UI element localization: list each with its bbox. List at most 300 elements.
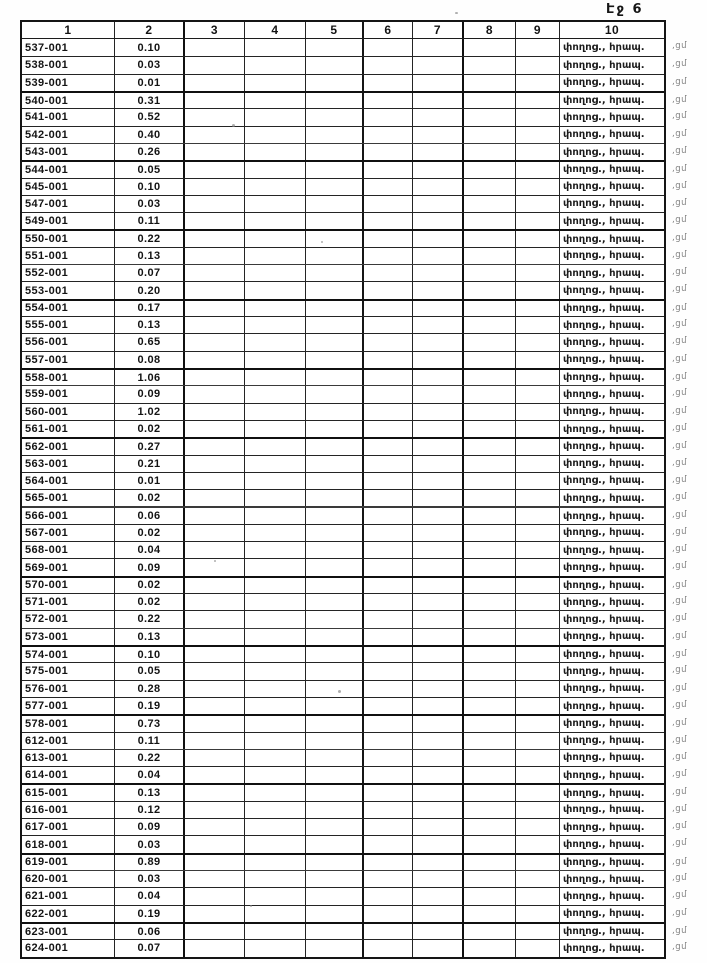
empty-cell-7 bbox=[412, 301, 462, 316]
usage-cell: փողոց., հրապ. bbox=[559, 473, 664, 489]
margin-note: ,ցմ bbox=[672, 803, 687, 814]
parcel-id-cell: 539-001 bbox=[25, 76, 69, 89]
empty-cell-3 bbox=[183, 819, 244, 835]
empty-cell-8 bbox=[462, 301, 515, 316]
empty-cell-9 bbox=[515, 940, 559, 956]
margin-note: ,ցմ bbox=[672, 769, 687, 780]
empty-cell-7 bbox=[412, 456, 462, 472]
area-value-cell: 0.03 bbox=[114, 196, 183, 212]
parcel-id-cell: 540-001 bbox=[25, 94, 69, 107]
empty-cell-9 bbox=[515, 906, 559, 922]
empty-cell-4 bbox=[244, 906, 305, 922]
table-row bbox=[22, 801, 687, 818]
empty-cell-5 bbox=[305, 578, 362, 593]
parcel-id-cell: 554-001 bbox=[25, 302, 69, 315]
empty-cell-7 bbox=[412, 542, 462, 558]
empty-cell-3 bbox=[183, 924, 244, 939]
empty-cell-8 bbox=[462, 109, 515, 125]
empty-cell-4 bbox=[244, 196, 305, 212]
empty-cell-7 bbox=[412, 819, 462, 835]
parcel-id-cell: 618-001 bbox=[25, 838, 69, 851]
empty-cell-5 bbox=[305, 611, 362, 627]
empty-cell-6 bbox=[362, 819, 412, 835]
empty-cell-9 bbox=[515, 282, 559, 298]
empty-cell-6 bbox=[362, 404, 412, 420]
empty-cell-4 bbox=[244, 473, 305, 489]
area-value-cell: 0.19 bbox=[114, 698, 183, 714]
area-value-cell: 0.52 bbox=[114, 109, 183, 125]
empty-cell-5 bbox=[305, 127, 362, 143]
empty-cell-9 bbox=[515, 421, 559, 437]
empty-cell-8 bbox=[462, 57, 515, 73]
empty-cell-6 bbox=[362, 559, 412, 575]
usage-cell: փողոց., հրապ. bbox=[559, 162, 664, 177]
empty-cell-6 bbox=[362, 940, 412, 956]
parcel-id-cell: 552-001 bbox=[25, 267, 69, 280]
usage-cell: փողոց., հրապ. bbox=[559, 508, 664, 523]
empty-cell-9 bbox=[515, 144, 559, 160]
empty-cell-9 bbox=[515, 871, 559, 887]
area-value-cell: 0.02 bbox=[114, 421, 183, 437]
usage-cell: փողոց., հրապ. bbox=[559, 629, 664, 645]
empty-cell-6 bbox=[362, 750, 412, 766]
empty-cell-4 bbox=[244, 594, 305, 610]
area-value-cell: 0.13 bbox=[114, 629, 183, 645]
empty-cell-9 bbox=[515, 213, 559, 229]
empty-cell-5 bbox=[305, 733, 362, 749]
margin-note: ,ցմ bbox=[672, 164, 687, 175]
parcel-id-cell: 547-001 bbox=[25, 197, 69, 210]
empty-cell-4 bbox=[244, 421, 305, 437]
empty-cell-3 bbox=[183, 439, 244, 454]
margin-note: ,ցմ bbox=[672, 648, 687, 659]
empty-cell-5 bbox=[305, 647, 362, 662]
usage-cell: փողոց., հրապ. bbox=[559, 594, 664, 610]
empty-cell-3 bbox=[183, 265, 244, 281]
empty-cell-4 bbox=[244, 490, 305, 506]
area-value-cell: 0.09 bbox=[114, 819, 183, 835]
empty-cell-5 bbox=[305, 75, 362, 91]
empty-cell-6 bbox=[362, 698, 412, 714]
area-value-cell: 0.09 bbox=[114, 386, 183, 402]
empty-cell-6 bbox=[362, 421, 412, 437]
empty-cell-9 bbox=[515, 39, 559, 56]
empty-cell-5 bbox=[305, 334, 362, 350]
table-row bbox=[22, 610, 687, 627]
parcel-id-cell: 615-001 bbox=[25, 787, 69, 800]
usage-cell: փողոց., հրապ. bbox=[559, 248, 664, 264]
empty-cell-6 bbox=[362, 127, 412, 143]
empty-cell-6 bbox=[362, 855, 412, 870]
empty-cell-6 bbox=[362, 282, 412, 298]
empty-cell-9 bbox=[515, 265, 559, 281]
parcel-id-cell: 561-001 bbox=[25, 423, 69, 436]
empty-cell-4 bbox=[244, 542, 305, 558]
empty-cell-9 bbox=[515, 75, 559, 91]
area-value-cell: 0.27 bbox=[114, 439, 183, 454]
area-value-cell: 0.73 bbox=[114, 716, 183, 731]
parcel-id-cell: 553-001 bbox=[25, 284, 69, 297]
empty-cell-3 bbox=[183, 75, 244, 91]
parcel-id-cell: 558-001 bbox=[25, 371, 69, 384]
empty-cell-4 bbox=[244, 855, 305, 870]
empty-cell-4 bbox=[244, 940, 305, 956]
table-row bbox=[22, 195, 687, 212]
empty-cell-5 bbox=[305, 525, 362, 541]
empty-cell-4 bbox=[244, 144, 305, 160]
empty-cell-3 bbox=[183, 767, 244, 783]
empty-cell-7 bbox=[412, 75, 462, 91]
empty-cell-3 bbox=[183, 213, 244, 229]
empty-cell-4 bbox=[244, 386, 305, 402]
empty-cell-7 bbox=[412, 871, 462, 887]
empty-cell-6 bbox=[362, 231, 412, 246]
usage-cell: փողոց., հրապ. bbox=[559, 802, 664, 818]
empty-cell-7 bbox=[412, 317, 462, 333]
usage-cell: փողոց., հրապ. bbox=[559, 75, 664, 91]
empty-cell-5 bbox=[305, 473, 362, 489]
usage-cell: փողոց., հրապ. bbox=[559, 456, 664, 472]
empty-cell-5 bbox=[305, 542, 362, 558]
margin-note: ,ցմ bbox=[672, 718, 687, 729]
area-value-cell: 0.21 bbox=[114, 456, 183, 472]
empty-cell-3 bbox=[183, 525, 244, 541]
table-row bbox=[22, 91, 687, 108]
empty-cell-8 bbox=[462, 231, 515, 246]
margin-note: ,ցմ bbox=[672, 942, 687, 953]
area-value-cell: 0.10 bbox=[114, 647, 183, 662]
margin-note: ,ցմ bbox=[672, 319, 687, 329]
parcel-id-cell: 543-001 bbox=[25, 146, 69, 159]
empty-cell-4 bbox=[244, 681, 305, 697]
empty-cell-5 bbox=[305, 404, 362, 420]
empty-cell-7 bbox=[412, 940, 462, 956]
empty-cell-9 bbox=[515, 93, 559, 108]
parcel-id-cell: 560-001 bbox=[25, 405, 69, 418]
margin-note: ,ցմ bbox=[672, 371, 687, 382]
margin-note: ,ցմ bbox=[672, 561, 687, 572]
empty-cell-8 bbox=[462, 611, 515, 627]
table-row bbox=[22, 56, 687, 73]
empty-cell-4 bbox=[244, 716, 305, 731]
empty-cell-9 bbox=[515, 404, 559, 420]
empty-cell-4 bbox=[244, 508, 305, 523]
parcel-id-cell: 576-001 bbox=[25, 682, 69, 695]
header-cell-5: 5 bbox=[305, 22, 362, 38]
empty-cell-3 bbox=[183, 785, 244, 800]
empty-cell-9 bbox=[515, 508, 559, 523]
empty-cell-6 bbox=[362, 456, 412, 472]
table-row bbox=[22, 472, 687, 489]
empty-cell-7 bbox=[412, 93, 462, 108]
margin-note: ,ցմ bbox=[672, 907, 687, 918]
margin-note: ,ցմ bbox=[672, 249, 687, 260]
empty-cell-8 bbox=[462, 750, 515, 766]
area-value-cell: 0.02 bbox=[114, 525, 183, 541]
empty-cell-4 bbox=[244, 265, 305, 281]
margin-note: ,ցմ bbox=[672, 699, 687, 710]
parcel-id-cell: 613-001 bbox=[25, 751, 69, 764]
usage-cell: փողոց., հրապ. bbox=[559, 647, 664, 662]
table-row bbox=[22, 281, 687, 298]
empty-cell-7 bbox=[412, 698, 462, 714]
area-value-cell: 0.17 bbox=[114, 301, 183, 316]
empty-cell-7 bbox=[412, 802, 462, 818]
empty-cell-9 bbox=[515, 785, 559, 800]
empty-cell-3 bbox=[183, 836, 244, 852]
empty-cell-9 bbox=[515, 334, 559, 350]
empty-cell-6 bbox=[362, 629, 412, 645]
empty-cell-8 bbox=[462, 924, 515, 939]
empty-cell-9 bbox=[515, 681, 559, 697]
empty-cell-7 bbox=[412, 578, 462, 593]
area-value-cell: 0.02 bbox=[114, 594, 183, 610]
empty-cell-4 bbox=[244, 248, 305, 264]
empty-cell-5 bbox=[305, 196, 362, 212]
area-value-cell: 0.05 bbox=[114, 663, 183, 679]
parcel-id-cell: 569-001 bbox=[25, 561, 69, 574]
empty-cell-4 bbox=[244, 647, 305, 662]
empty-cell-6 bbox=[362, 785, 412, 800]
empty-cell-5 bbox=[305, 265, 362, 281]
empty-cell-5 bbox=[305, 144, 362, 160]
empty-cell-7 bbox=[412, 525, 462, 541]
parcel-id-cell: 624-001 bbox=[25, 942, 69, 955]
empty-cell-8 bbox=[462, 282, 515, 298]
empty-cell-9 bbox=[515, 57, 559, 73]
empty-cell-6 bbox=[362, 370, 412, 385]
parcel-id-cell: 620-001 bbox=[25, 873, 69, 886]
empty-cell-3 bbox=[183, 733, 244, 749]
empty-cell-8 bbox=[462, 871, 515, 887]
margin-note: ,ցմ bbox=[672, 59, 687, 70]
empty-cell-4 bbox=[244, 871, 305, 887]
empty-cell-9 bbox=[515, 855, 559, 870]
empty-cell-8 bbox=[462, 855, 515, 870]
empty-cell-3 bbox=[183, 490, 244, 506]
empty-cell-6 bbox=[362, 663, 412, 679]
table-row bbox=[22, 749, 687, 766]
margin-note: ,ցմ bbox=[672, 474, 687, 485]
scan-speck bbox=[338, 690, 341, 693]
empty-cell-5 bbox=[305, 231, 362, 246]
area-value-cell: 1.02 bbox=[114, 404, 183, 420]
empty-cell-4 bbox=[244, 733, 305, 749]
empty-cell-6 bbox=[362, 39, 412, 56]
parcel-id-cell: 573-001 bbox=[25, 630, 69, 643]
empty-cell-3 bbox=[183, 888, 244, 904]
margin-note: ,ցմ bbox=[672, 302, 687, 313]
margin-note: ,ցմ bbox=[672, 441, 687, 452]
parcel-id-cell: 575-001 bbox=[25, 665, 69, 678]
usage-cell: փողոց., հրապ. bbox=[559, 611, 664, 627]
parcel-id-cell: 623-001 bbox=[25, 925, 69, 938]
empty-cell-3 bbox=[183, 750, 244, 766]
usage-cell: փողոց., հրապ. bbox=[559, 265, 664, 281]
empty-cell-5 bbox=[305, 802, 362, 818]
empty-cell-5 bbox=[305, 663, 362, 679]
empty-cell-7 bbox=[412, 352, 462, 368]
empty-cell-9 bbox=[515, 301, 559, 316]
empty-cell-3 bbox=[183, 370, 244, 385]
margin-note: ,ցմ bbox=[672, 579, 687, 590]
parcel-id-cell: 544-001 bbox=[25, 163, 69, 176]
area-value-cell: 0.22 bbox=[114, 750, 183, 766]
empty-cell-3 bbox=[183, 144, 244, 160]
parcel-id-cell: 619-001 bbox=[25, 856, 69, 869]
empty-cell-7 bbox=[412, 629, 462, 645]
margin-note: ,ցմ bbox=[672, 353, 687, 364]
empty-cell-9 bbox=[515, 716, 559, 731]
parcel-id-cell: 559-001 bbox=[25, 388, 69, 401]
empty-cell-3 bbox=[183, 473, 244, 489]
margin-note: ,ցմ bbox=[672, 388, 687, 399]
empty-cell-5 bbox=[305, 352, 362, 368]
empty-cell-5 bbox=[305, 819, 362, 835]
table-row bbox=[22, 766, 687, 783]
empty-cell-8 bbox=[462, 802, 515, 818]
empty-cell-7 bbox=[412, 39, 462, 56]
empty-cell-7 bbox=[412, 836, 462, 852]
empty-cell-5 bbox=[305, 940, 362, 956]
margin-note: ,ցմ bbox=[672, 873, 687, 883]
empty-cell-4 bbox=[244, 611, 305, 627]
empty-cell-3 bbox=[183, 802, 244, 818]
empty-cell-8 bbox=[462, 404, 515, 420]
empty-cell-6 bbox=[362, 836, 412, 852]
parcel-id-cell: 622-001 bbox=[25, 907, 69, 920]
usage-cell: փողոց., հրապ. bbox=[559, 317, 664, 333]
area-value-cell: 0.08 bbox=[114, 352, 183, 368]
area-value-cell: 0.40 bbox=[114, 127, 183, 143]
empty-cell-5 bbox=[305, 888, 362, 904]
empty-cell-4 bbox=[244, 127, 305, 143]
empty-cell-6 bbox=[362, 57, 412, 73]
empty-cell-4 bbox=[244, 301, 305, 316]
table-row bbox=[22, 835, 687, 852]
empty-cell-7 bbox=[412, 663, 462, 679]
empty-cell-3 bbox=[183, 871, 244, 887]
empty-cell-9 bbox=[515, 162, 559, 177]
empty-cell-9 bbox=[515, 647, 559, 662]
header-cell-1: 1 bbox=[64, 23, 72, 37]
usage-cell: փողոց., հրապ. bbox=[559, 490, 664, 506]
scan-speck bbox=[214, 560, 216, 562]
parcel-id-cell: 572-001 bbox=[25, 613, 69, 626]
empty-cell-7 bbox=[412, 213, 462, 229]
margin-note: ,ցմ bbox=[672, 734, 687, 745]
area-value-cell: 0.01 bbox=[114, 473, 183, 489]
margin-note: ,ցմ bbox=[672, 215, 687, 226]
empty-cell-6 bbox=[362, 317, 412, 333]
empty-cell-4 bbox=[244, 819, 305, 835]
empty-cell-5 bbox=[305, 162, 362, 177]
empty-cell-8 bbox=[462, 542, 515, 558]
empty-cell-8 bbox=[462, 716, 515, 731]
empty-cell-9 bbox=[515, 836, 559, 852]
usage-cell: փողոց., հրապ. bbox=[559, 559, 664, 575]
empty-cell-6 bbox=[362, 439, 412, 454]
margin-note: ,ցմ bbox=[672, 233, 687, 244]
empty-cell-9 bbox=[515, 733, 559, 749]
empty-cell-3 bbox=[183, 508, 244, 523]
header-cell-9: 9 bbox=[515, 22, 559, 38]
parcel-id-cell: 566-001 bbox=[25, 510, 69, 523]
empty-cell-3 bbox=[183, 855, 244, 870]
empty-cell-6 bbox=[362, 578, 412, 593]
usage-cell: փողոց., հրապ. bbox=[559, 698, 664, 714]
usage-cell: փողոց., հրապ. bbox=[559, 578, 664, 593]
area-value-cell: 0.20 bbox=[114, 282, 183, 298]
empty-cell-7 bbox=[412, 855, 462, 870]
empty-cell-7 bbox=[412, 490, 462, 506]
usage-cell: փողոց., հրապ. bbox=[559, 767, 664, 783]
area-value-cell: 0.07 bbox=[114, 940, 183, 956]
area-value-cell: 0.28 bbox=[114, 681, 183, 697]
empty-cell-7 bbox=[412, 439, 462, 454]
empty-cell-5 bbox=[305, 439, 362, 454]
margin-note: ,ցմ bbox=[672, 613, 687, 624]
empty-cell-4 bbox=[244, 559, 305, 575]
usage-cell: փողոց., հրապ. bbox=[559, 386, 664, 402]
usage-cell: փողոց., հրապ. bbox=[559, 525, 664, 541]
margin-note: ,ցմ bbox=[672, 665, 687, 676]
empty-cell-7 bbox=[412, 265, 462, 281]
empty-cell-7 bbox=[412, 508, 462, 523]
table-body bbox=[22, 39, 687, 957]
empty-cell-9 bbox=[515, 248, 559, 264]
empty-cell-3 bbox=[183, 317, 244, 333]
empty-cell-5 bbox=[305, 559, 362, 575]
empty-cell-8 bbox=[462, 473, 515, 489]
empty-cell-6 bbox=[362, 196, 412, 212]
empty-cell-8 bbox=[462, 196, 515, 212]
empty-cell-8 bbox=[462, 334, 515, 350]
margin-note: ,ցմ bbox=[672, 682, 687, 693]
empty-cell-3 bbox=[183, 301, 244, 316]
margin-note: ,ցմ bbox=[672, 267, 687, 278]
table-row bbox=[22, 853, 687, 870]
table-row bbox=[22, 645, 687, 662]
empty-cell-7 bbox=[412, 109, 462, 125]
parcel-id-cell: 568-001 bbox=[25, 544, 69, 557]
empty-cell-4 bbox=[244, 334, 305, 350]
empty-cell-6 bbox=[362, 525, 412, 541]
empty-cell-9 bbox=[515, 578, 559, 593]
usage-cell: փողոց., հրապ. bbox=[559, 93, 664, 108]
empty-cell-3 bbox=[183, 162, 244, 177]
margin-note: ,ցմ bbox=[672, 422, 687, 433]
margin-note: ,ցմ bbox=[672, 544, 687, 555]
parcel-id-cell: 565-001 bbox=[25, 492, 69, 505]
usage-cell: փողոց., հրապ. bbox=[559, 334, 664, 350]
empty-cell-7 bbox=[412, 647, 462, 662]
usage-cell: փողոց., հրապ. bbox=[559, 179, 664, 195]
empty-cell-8 bbox=[462, 162, 515, 177]
empty-cell-5 bbox=[305, 370, 362, 385]
parcel-id-cell: 563-001 bbox=[25, 457, 69, 470]
usage-cell: փողոց., հրապ. bbox=[559, 127, 664, 143]
table-row bbox=[22, 697, 687, 714]
empty-cell-8 bbox=[462, 785, 515, 800]
empty-cell-8 bbox=[462, 421, 515, 437]
header-cell-4: 4 bbox=[244, 22, 305, 38]
parcel-id-cell: 555-001 bbox=[25, 319, 69, 332]
page-number: Էջ 6 bbox=[606, 2, 644, 17]
empty-cell-3 bbox=[183, 611, 244, 627]
empty-cell-3 bbox=[183, 647, 244, 662]
table-row bbox=[22, 905, 687, 922]
